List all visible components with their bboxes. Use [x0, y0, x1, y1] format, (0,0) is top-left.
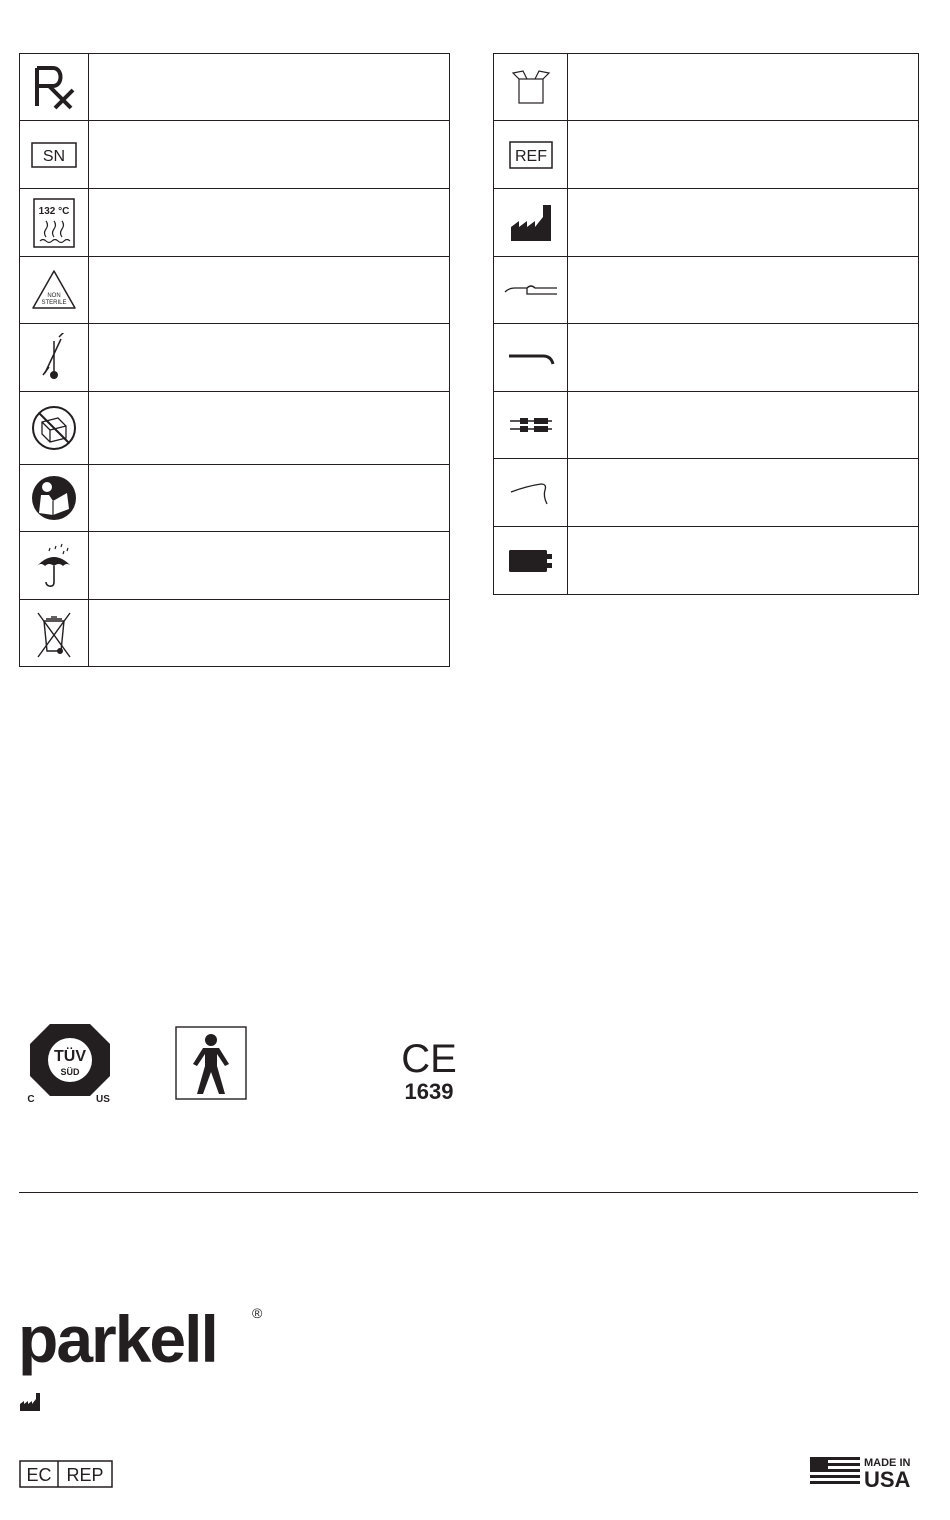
made-in-usa-badge — [810, 1455, 918, 1494]
registered-mark: ® — [252, 1305, 263, 1321]
symbol-row — [20, 392, 450, 465]
ec-text: EC — [26, 1465, 52, 1485]
manufacturer-icon — [494, 189, 568, 257]
ec-rep-symbol — [19, 1460, 113, 1493]
symbol-description — [89, 54, 450, 121]
keep-dry-icon — [20, 532, 89, 600]
consult-instructions-icon — [20, 465, 89, 532]
symbol-description — [568, 189, 919, 257]
non-sterile-icon — [20, 257, 89, 324]
symbol-row — [20, 189, 450, 257]
symbol-row — [494, 189, 919, 257]
contents-box-icon — [494, 54, 568, 121]
do-not-use-if-damaged-icon — [20, 392, 89, 465]
sn-label: SN — [42, 147, 66, 165]
symbol-description — [89, 324, 450, 392]
symbol-row — [494, 527, 919, 595]
usa-text: USA — [864, 1467, 911, 1489]
ref-label: REF — [514, 147, 547, 165]
autoclave-132c-icon — [20, 189, 89, 257]
symbol-row — [20, 121, 450, 189]
notified-body-number: 1639 — [404, 1079, 454, 1104]
battery-icon — [494, 527, 568, 595]
symbols-table-left — [19, 53, 450, 667]
symbol-row — [494, 392, 919, 459]
electrode-tip-icon — [494, 257, 568, 324]
tuv-c-text: C — [27, 1094, 35, 1104]
temp-label: 132 °C — [38, 205, 70, 217]
symbol-row — [20, 257, 450, 324]
symbol-description — [568, 527, 919, 595]
serial-number-icon — [20, 121, 89, 189]
ce-mark-icon — [398, 1036, 460, 1111]
tuv-sud-certification-mark — [24, 1020, 116, 1109]
ce-text: CE — [401, 1037, 457, 1081]
symbol-description — [568, 257, 919, 324]
symbol-description — [89, 532, 450, 600]
bent-electrode-icon — [494, 324, 568, 392]
manufacturer-icon-small — [19, 1392, 41, 1417]
symbols-table-right — [493, 53, 919, 595]
cable-connectors-icon — [494, 392, 568, 459]
symbol-row — [494, 257, 919, 324]
tuv-us-text: US — [96, 1094, 110, 1104]
parkell-logo — [18, 1300, 268, 1385]
symbol-description — [568, 324, 919, 392]
temperature-limit-icon — [20, 324, 89, 392]
loop-electrode-icon — [494, 459, 568, 527]
logo-text: parkell — [18, 1302, 217, 1376]
symbol-description — [568, 121, 919, 189]
symbol-row — [20, 54, 450, 121]
symbol-description — [89, 189, 450, 257]
symbol-row — [494, 324, 919, 392]
weee-disposal-icon — [20, 600, 89, 667]
symbol-description — [568, 392, 919, 459]
tuv-text: TÜV — [54, 1048, 86, 1065]
symbol-row — [494, 459, 919, 527]
symbol-row — [494, 54, 919, 121]
symbol-row — [20, 465, 450, 532]
symbol-row — [494, 121, 919, 189]
symbol-row — [20, 600, 450, 667]
rep-text: REP — [66, 1465, 104, 1485]
made-in-text: MADE IN — [864, 1457, 911, 1469]
symbol-description — [89, 465, 450, 532]
symbol-description — [89, 392, 450, 465]
sterile-label: STERILE — [41, 300, 67, 306]
symbol-row — [20, 532, 450, 600]
symbol-description — [89, 600, 450, 667]
symbol-description — [568, 459, 919, 527]
type-bf-applied-part-icon — [175, 1026, 247, 1105]
reference-number-icon — [494, 121, 568, 189]
divider-line — [19, 1192, 918, 1193]
symbol-description — [89, 257, 450, 324]
symbol-description — [89, 121, 450, 189]
symbol-row — [20, 324, 450, 392]
non-label: NON — [47, 293, 61, 299]
symbol-description — [568, 54, 919, 121]
sud-text: SÜD — [60, 1067, 80, 1077]
rx-icon — [20, 54, 89, 121]
